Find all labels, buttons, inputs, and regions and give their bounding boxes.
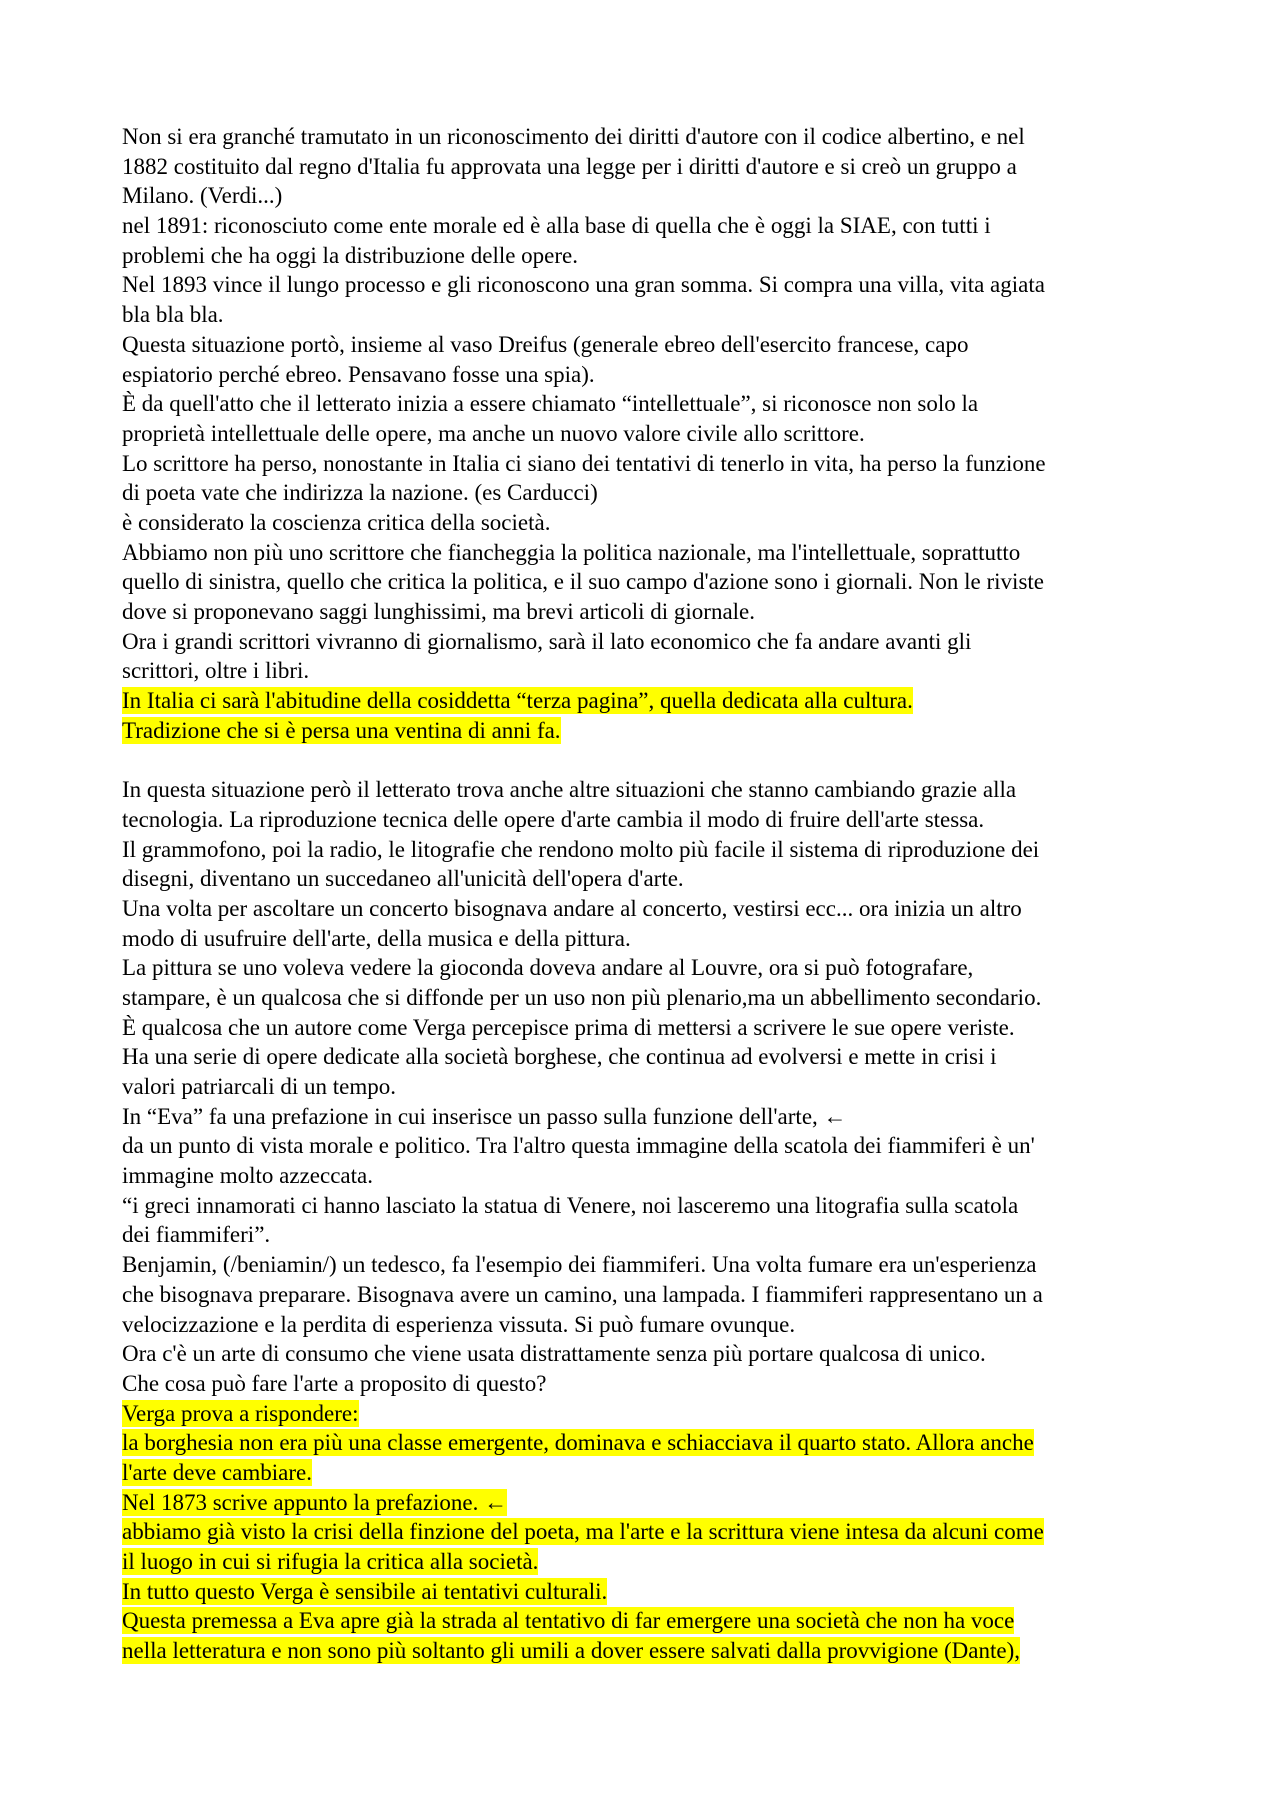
- text-line: [122, 745, 1172, 775]
- line-text: di poeta vate che indirizza la nazione. (es Carducci): [122, 480, 598, 506]
- text-line: [122, 1102, 1172, 1132]
- text-line: [122, 330, 1172, 360]
- text-line: [122, 449, 1172, 479]
- document-page: [122, 122, 1172, 1666]
- line-text: Nel 1873 scrive appunto la prefazione. ←: [122, 1489, 508, 1515]
- line-text: la borghesia non era più una classe emergente, dominava e schiacciava il quarto stato. Allora anche: [122, 1430, 1034, 1456]
- highlighted-text-line: [122, 1488, 1172, 1518]
- line-text: Questa situazione portò, insieme al vaso Dreifus (generale ebreo dell'esercito francese, capo: [122, 331, 969, 357]
- text-line: [122, 152, 1172, 182]
- line-text: Il grammofono, poi la radio, le litografie che rendono molto più facile il sistema di riproduzione dei: [122, 836, 1040, 862]
- text-line: [122, 1339, 1172, 1369]
- line-text: “i greci innamorati ci hanno lasciato la statua di Venere, noi lasceremo una litografia sulla scatola: [122, 1192, 1019, 1218]
- line-text: Abbiamo non più uno scrittore che fiancheggia la politica nazionale, ma l'intellettuale, soprattutto: [122, 539, 1021, 565]
- highlighted-text-line: [122, 1399, 1172, 1429]
- line-text: è considerato la coscienza critica della società.: [122, 509, 551, 535]
- highlighted-text-line: [122, 1458, 1172, 1488]
- text-line: [122, 597, 1172, 627]
- text-line: [122, 1220, 1172, 1250]
- line-text: problemi che ha oggi la distribuzione delle opere.: [122, 242, 579, 268]
- line-text: In questa situazione però il letterato trova anche altre situazioni che stanno cambiando grazie alla: [122, 777, 1017, 803]
- text-line: [122, 1161, 1172, 1191]
- line-text: scrittori, oltre i libri.: [122, 658, 310, 684]
- line-text: valori patriarcali di un tempo.: [122, 1074, 396, 1099]
- line-text: tecnologia. La riproduzione tecnica delle opere d'arte cambia il modo di fruire dell'arte stessa.: [122, 806, 985, 832]
- text-line: [122, 478, 1172, 508]
- text-line: [122, 864, 1172, 894]
- text-line: [122, 627, 1172, 657]
- text-line: [122, 1310, 1172, 1340]
- line-text: Milano. (Verdi...): [122, 183, 283, 209]
- text-line: [122, 924, 1172, 954]
- highlighted-text-line: [122, 716, 1172, 746]
- line-text: nel 1891: riconosciuto come ente morale ed è alla base di quella che è oggi la SIAE, con tutti i: [122, 213, 991, 239]
- line-text: La pittura se uno voleva vedere la gioconda doveva andare al Louvre, ora si può fotografare,: [122, 955, 974, 981]
- line-text: È da quell'atto che il letterato inizia a essere chiamato “intellettuale”, si riconosce non solo la: [122, 391, 979, 417]
- text-line: [122, 983, 1172, 1013]
- text-line: [122, 894, 1172, 924]
- text-line: [122, 1250, 1172, 1280]
- text-line: [122, 241, 1172, 271]
- line-text: modo di usufruire dell'arte, della musica e della pittura.: [122, 925, 631, 951]
- text-line: [122, 122, 1172, 152]
- line-text: espiatorio perché ebreo. Pensavano fosse una spia).: [122, 361, 595, 387]
- line-text: velocizzazione e la perdita di esperienza vissuta. Si può fumare ovunque.: [122, 1311, 796, 1337]
- line-text: In tutto questo Verga è sensibile ai tentativi culturali.: [122, 1578, 608, 1604]
- line-text: Questa premessa a Eva apre già la strada al tentativo di far emergere una società che non ha voce: [122, 1608, 1015, 1634]
- line-text: disegni, diventano un succedaneo all'unicità dell'opera d'arte.: [122, 866, 684, 892]
- text-line: [122, 1072, 1172, 1102]
- text-line: [122, 775, 1172, 805]
- line-text: Ora i grandi scrittori vivranno di giornalismo, sarà il lato economico che fa andare avanti gli: [122, 628, 972, 654]
- line-text: bla bla bla.: [122, 302, 224, 328]
- line-text: Lo scrittore ha perso, nonostante in Italia ci siano dei tentativi di tenerlo in vita, ha perso la funzione: [122, 450, 1046, 476]
- text-line: [122, 567, 1172, 597]
- line-text: quello di sinistra, quello che critica la politica, e il suo campo d'azione sono i giornali. Non le riviste: [122, 569, 1044, 595]
- text-line: [122, 656, 1172, 686]
- line-text: Ha una serie di opere dedicate alla società borghese, che continua ad evolversi e mette in crisi i: [122, 1044, 997, 1070]
- line-text: Verga prova a rispondere:: [122, 1400, 359, 1426]
- line-text: dei fiammiferi”.: [122, 1222, 271, 1248]
- text-line: [122, 1013, 1172, 1043]
- text-line: [122, 270, 1172, 300]
- line-text: da un punto di vista morale e politico. Tra l'altro questa immagine della scatola dei fiammiferi è un': [122, 1133, 1035, 1159]
- text-line: [122, 538, 1172, 568]
- text-line: [122, 835, 1172, 865]
- line-text: proprietà intellettuale delle opere, ma anche un nuovo valore civile allo scrittore.: [122, 420, 865, 446]
- line-text: dove si proponevano saggi lunghissimi, ma brevi articoli di giornale.: [122, 599, 756, 624]
- line-text: stampare, è un qualcosa che si diffonde per un uso non più plenario,ma un abbellimento secondario.: [122, 984, 1042, 1010]
- highlighted-text-line: [122, 1547, 1172, 1577]
- text-line: [122, 1042, 1172, 1072]
- highlighted-text-line: [122, 1577, 1172, 1607]
- text-line: [122, 805, 1172, 835]
- text-line: [122, 360, 1172, 390]
- text-line: [122, 953, 1172, 983]
- text-line: [122, 211, 1172, 241]
- text-line: [122, 419, 1172, 449]
- text-line: [122, 1191, 1172, 1221]
- line-text: Nel 1893 vince il lungo processo e gli riconoscono una gran somma. Si compra una villa, vita agiata: [122, 272, 1045, 298]
- line-text: nella letteratura e non sono più soltanto gli umili a dover essere salvati dalla provvigione (Dante),: [122, 1638, 1021, 1664]
- line-text: 1882 costituito dal regno d'Italia fu approvata una legge per i diritti d'autore e si creò un gruppo a: [122, 153, 1017, 179]
- line-text: abbiamo già visto la crisi della finzione del poeta, ma l'arte e la scrittura viene intesa da alcuni come: [122, 1519, 1044, 1545]
- line-text: il luogo in cui si rifugia la critica alla società.: [122, 1549, 539, 1574]
- line-text: In “Eva” fa una prefazione in cui inserisce un passo sulla funzione dell'arte, ←: [122, 1103, 847, 1129]
- line-text: immagine molto azzeccata.: [122, 1163, 373, 1189]
- line-text: l'arte deve cambiare.: [122, 1459, 312, 1485]
- line-text: Benjamin, (/beniamin/) un tedesco, fa l'esempio dei fiammiferi. Una volta fumare era un'esperienza: [122, 1252, 1037, 1278]
- line-text: Non si era granché tramutato in un riconoscimento dei diritti d'autore con il codice albertino, e nel: [122, 124, 1025, 149]
- line-text: Una volta per ascoltare un concerto bisognava andare al concerto, vestirsi ecc... ora inizia un altro: [122, 895, 1022, 921]
- text-line: [122, 508, 1172, 538]
- text-line: [122, 1369, 1172, 1399]
- line-text: In Italia ci sarà l'abitudine della cosiddetta “terza pagina”, quella dedicata alla cultura.: [122, 688, 913, 714]
- text-line: [122, 1280, 1172, 1310]
- highlighted-text-line: [122, 1517, 1172, 1547]
- highlighted-text-line: [122, 1606, 1172, 1636]
- line-text: Che cosa può fare l'arte a proposito di questo?: [122, 1370, 547, 1396]
- text-line: [122, 300, 1172, 330]
- highlighted-text-line: [122, 686, 1172, 716]
- highlighted-text-line: [122, 1636, 1172, 1666]
- line-text: È qualcosa che un autore come Verga percepisce prima di mettersi a scrivere le sue opere veriste.: [122, 1014, 1015, 1040]
- text-line: [122, 181, 1172, 211]
- text-line: [122, 389, 1172, 419]
- line-text: che bisognava preparare. Bisognava avere un camino, una lampada. I fiammiferi rappresentano un a: [122, 1281, 1043, 1307]
- highlighted-text-line: [122, 1428, 1172, 1458]
- line-text: Tradizione che si è persa una ventina di anni fa.: [122, 717, 561, 743]
- text-line: [122, 1131, 1172, 1161]
- line-text: Ora c'è un arte di consumo che viene usata distrattamente senza più portare qualcosa di unico.: [122, 1341, 986, 1367]
